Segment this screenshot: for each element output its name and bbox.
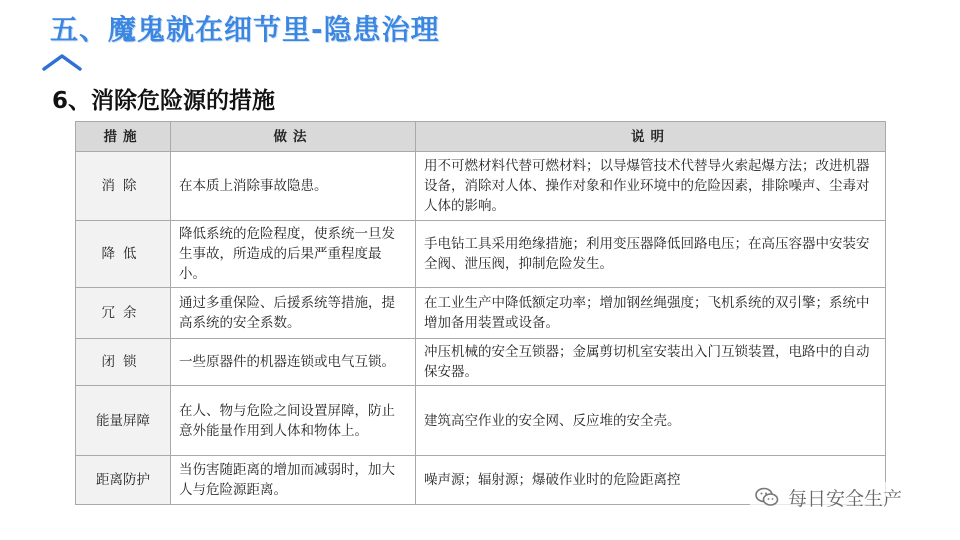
measure-cell: 闭锁	[76, 339, 171, 386]
description-cell: 用不可燃材料代替可燃材料；以导爆管技术代替导火索起爆方法；改进机器设备，消除对人体、操作对象和作业环境中的危险因素，排除噪声、尘毒对人体的影响。	[416, 152, 886, 221]
method-cell: 在人、物与危险之间设置屏障，防止意外能量作用到人体和物体上。	[171, 386, 416, 456]
chevron-up-icon	[42, 52, 82, 72]
watermark-text: 每日安全生产	[788, 487, 903, 510]
section-subtitle: 6、消除危险源的措施	[52, 88, 276, 114]
method-cell: 通过多重保险、后援系统等措施，提高系统的安全系数。	[171, 288, 416, 339]
method-cell: 当伤害随距离的增加而减弱时，加大人与危险源距离。	[171, 456, 416, 505]
description-cell: 在工业生产中降低额定功率；增加钢丝绳强度；飞机系统的双引擎；系统中增加备用装置或设备。	[416, 288, 886, 339]
column-header-method: 做法	[171, 122, 416, 152]
measure-cell: 距离防护	[76, 456, 171, 505]
method-cell: 在本质上消除事故隐患。	[171, 152, 416, 221]
measure-cell: 消除	[76, 152, 171, 221]
table-row	[76, 288, 886, 339]
measure-cell: 能量屏障	[76, 386, 171, 456]
wechat-icon	[754, 484, 780, 510]
measures-table	[75, 121, 886, 505]
method-cell: 降低系统的危险程度，使系统一旦发生事故，所造成的后果严重程度最小。	[171, 221, 416, 288]
table-row	[76, 386, 886, 456]
column-header-measure: 措施	[76, 122, 171, 152]
description-cell: 冲压机械的安全互锁器；金属剪切机室安装出入门互锁装置，电路中的自动保安器。	[416, 339, 886, 386]
column-header-description: 说明	[416, 122, 886, 152]
measure-cell: 冗余	[76, 288, 171, 339]
table-row	[76, 221, 886, 288]
method-cell: 一些原器件的机器连锁或电气互锁。	[171, 339, 416, 386]
description-cell: 手电钻工具采用绝缘措施；利用变压器降低回路电压；在高压容器中安装安全阀、泄压阀，抑制危险发生。	[416, 221, 886, 288]
description-cell: 噪声源；辐射源；爆破作业时的危险距离控	[416, 456, 886, 505]
slide-title: 五、魔鬼就在细节里-隐患治理	[50, 13, 440, 46]
table-row	[76, 339, 886, 386]
table-header-row	[76, 122, 886, 152]
table-row	[76, 152, 886, 221]
watermark	[750, 482, 906, 512]
measure-cell: 降低	[76, 221, 171, 288]
description-cell: 建筑高空作业的安全网、反应堆的安全壳。	[416, 386, 886, 456]
